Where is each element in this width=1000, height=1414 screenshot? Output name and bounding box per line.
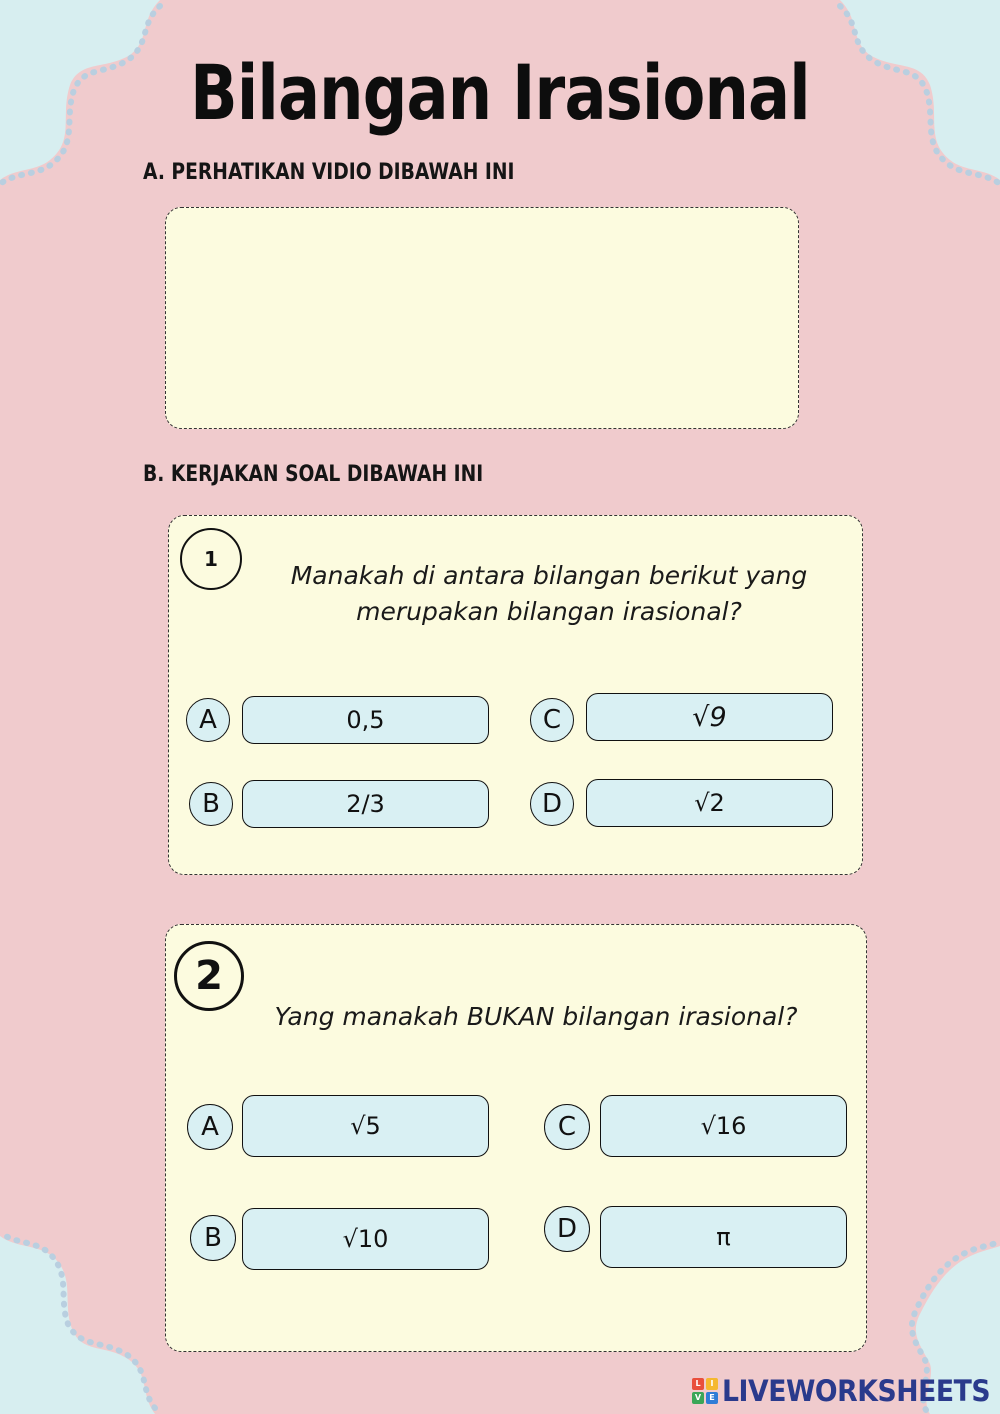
video-placeholder[interactable] [165,207,799,429]
section-a-heading: A. PERHATIKAN VIDIO DIBAWAH INI [143,160,515,185]
logo-mark-icon [692,1378,718,1404]
option-answer-c[interactable]: √9 [586,693,833,741]
option-answer-a[interactable]: √5 [242,1095,489,1157]
logo-mark-letter: I [706,1378,718,1390]
option-answer-a[interactable]: 0,5 [242,696,489,744]
question-text [206,999,866,1035]
option-letter-a[interactable]: A [186,698,230,742]
option-letter-c[interactable]: C [530,698,574,742]
logo-mark-letter: E [706,1392,718,1404]
question-text [229,558,869,630]
option-answer-b[interactable]: √10 [242,1208,489,1270]
option-letter-b[interactable]: B [190,1215,236,1261]
logo-mark-letter: V [692,1392,704,1404]
question-text-line: Yang manakah BUKAN bilangan irasional? [274,1002,798,1031]
logo-mark-letter: L [692,1378,704,1390]
question-number-badge: 1 [180,528,242,590]
option-answer-d[interactable]: π [600,1206,847,1268]
logo-text: LIVEWORKSHEETS [722,1374,991,1408]
question-text-line: merupakan bilangan irasional? [356,597,742,626]
corner-decoration-bottom-left [0,1214,170,1414]
option-answer-b[interactable]: 2/3 [242,780,489,828]
option-letter-c[interactable]: C [544,1104,590,1150]
option-letter-a[interactable]: A [187,1104,233,1150]
section-b-heading: B. KERJAKAN SOAL DIBAWAH INI [143,462,484,487]
option-letter-b[interactable]: B [189,782,233,826]
option-answer-d[interactable]: √2 [586,779,833,827]
question-number-badge: 2 [174,941,244,1011]
question-text-line: Manakah di antara bilangan berikut yang [290,561,808,590]
worksheet-title: Bilangan Irasional [190,48,810,137]
option-letter-d[interactable]: D [544,1206,590,1252]
option-letter-d[interactable]: D [530,782,574,826]
liveworksheets-logo[interactable] [692,1374,1000,1408]
option-answer-c[interactable]: √16 [600,1095,847,1157]
